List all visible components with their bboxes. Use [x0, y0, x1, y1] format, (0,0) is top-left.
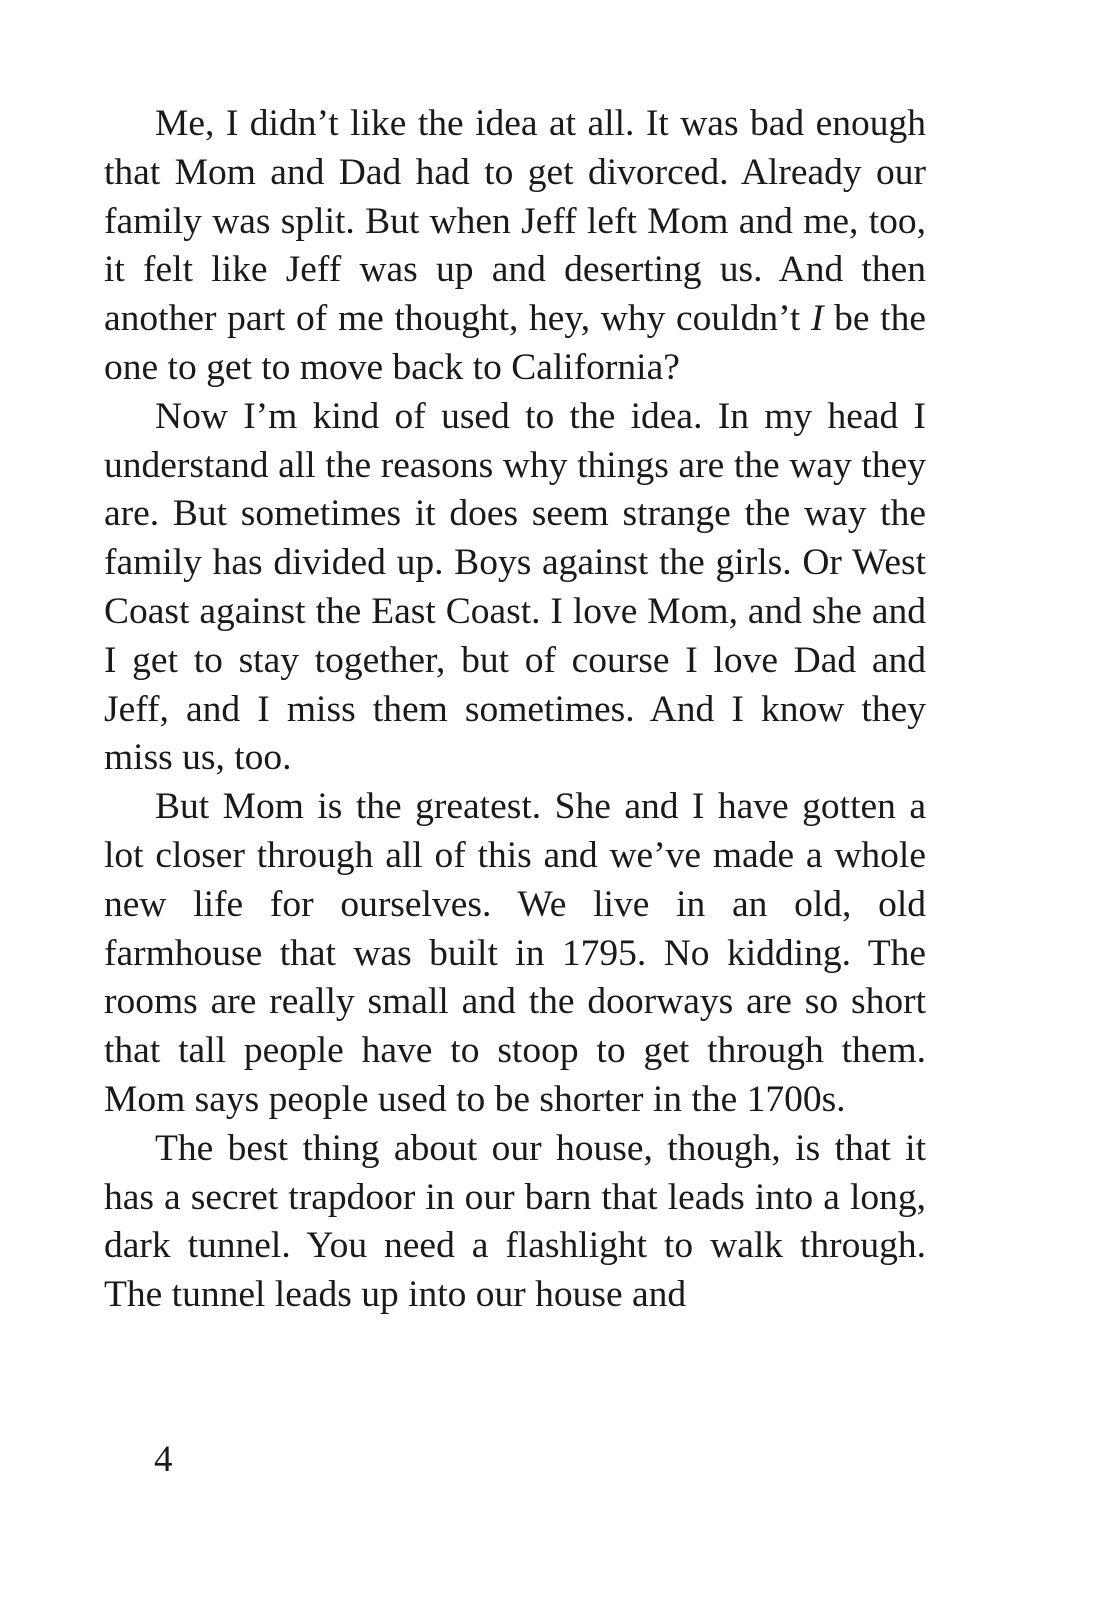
- body-text: [104, 100, 926, 1320]
- paragraph-2: [104, 393, 926, 783]
- paragraph-3-text: But Mom is the greatest. She and I have gotten a lot closer through all of this and we’ve made a whole new life for ourselves. We live in an old, old farmhouse that was built in 1795. No kidding. The rooms are really small and the doorways are so short that tall people have to stoop to get through them. Mom says people used to be shorter in the 1700s.: [104, 786, 926, 1120]
- paragraph-1: [104, 100, 926, 393]
- page-number: 4: [154, 1439, 173, 1480]
- paragraph-2-text: Now I’m kind of used to the idea. In my head I understand all the reasons why things are the way they are. But sometimes it does seem strange the way the family has divided up. Boys against the girls. Or West Coast against the East Coast. I love Mom, and she and I get to stay together, but of course I love Dad and Jeff, and I miss them sometimes. And I know they miss us, too.: [104, 395, 926, 779]
- paragraph-1-text-b: be the one to get to move back to California?: [104, 298, 926, 388]
- paragraph-1-italic-i: I: [810, 298, 824, 340]
- paragraph-1-text-a: Me, I didn’t like the idea at all. It was bad enough that Mom and Dad had to get divorced. Already our family was split. But when Jeff left Mom and me, too, it felt like Jeff was up and deserting us. And then another part of me thought, hey, why couldn’t: [104, 103, 926, 340]
- paragraph-3: [104, 783, 926, 1125]
- paragraph-4: [104, 1125, 926, 1320]
- paragraph-4-text: The best thing about our house, though, is that it has a secret trapdoor in our barn that leads into a long, dark tunnel. You need a flashlight to walk through. The tunnel leads up into our house and: [104, 1127, 926, 1316]
